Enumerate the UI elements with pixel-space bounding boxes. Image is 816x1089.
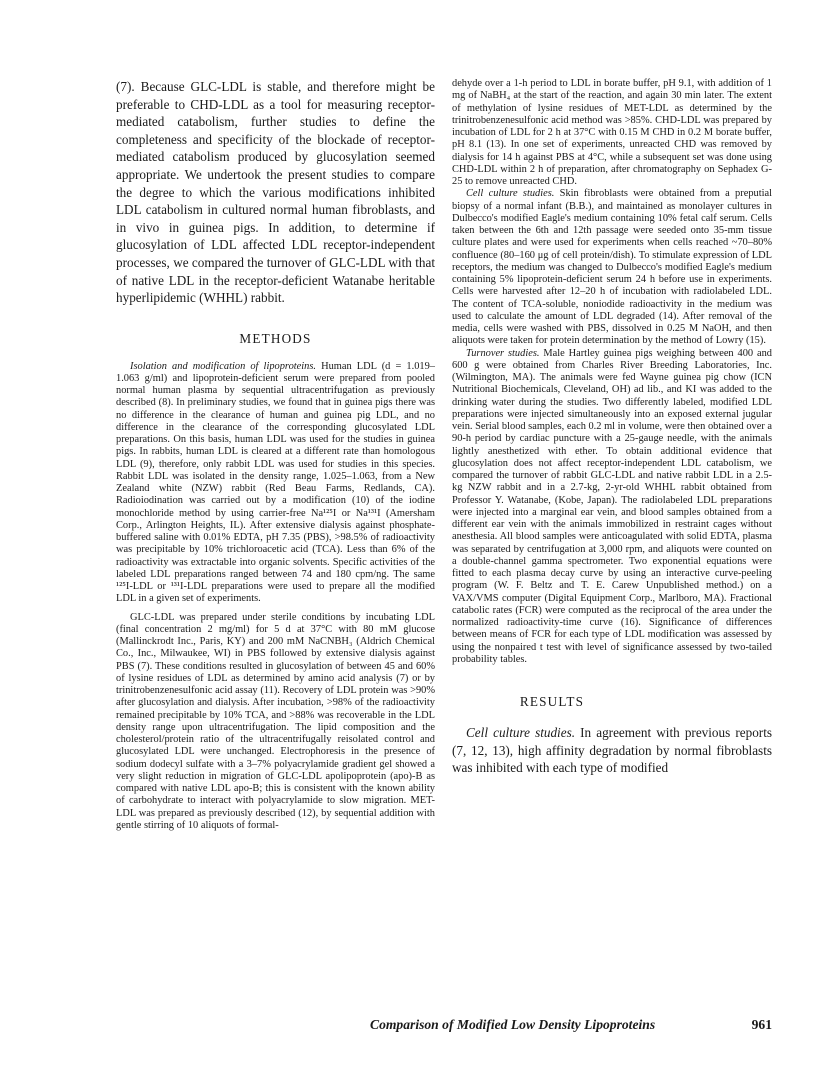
methods-heading: METHODS bbox=[239, 330, 312, 346]
cell-culture-paragraph bbox=[452, 188, 772, 347]
continued-paragraph: dehyde over a 1-h period to LDL in borate buffer, pH 9.1, with addition of 1 mg of NaBH₄ at the start of the reaction, and again 30 min later. The extent of methylation of lysine residues of MET-LDL as determined by the trinitrobenzenesulfonic acid method was >85%. CHD-LDL was prepared by incubation of LDL for 2 h at 37°C with 0.15 M CHD in 0.2 M borate buffer, pH 8.1 (13). In one set of experiments, unreacted CHD was removed by dialysis for 14 h against PBS at 4°C, while a subsequent set was done using CHD-LDL within 2 h of preparation, after chromatography on Sephadex G-25 to remove unreacted CHD. bbox=[452, 78, 772, 187]
turnover-body: Male Hartley guinea pigs weighing between 400 and 600 g were obtained from Charles River Breeding Laboratories, Inc. (Wilmington, MA). The animals were fed Wayne guinea pig chow (ICN Nutritional Biochemicals, Cleveland, OH) ad lib., and KI was added to the drinking water during the studies. Two differently labeled, modified LDL preparations were injected simultaneously into an exposed external jugular vein. Serial blood samples, each 0.2 ml in volume, were then obtained over a 90-h period by cardiac puncture with a 25-gauge needle, with the animals lightly anesthetized with ether. To obtain additional evidence that glucosylation does not affect receptor-independent LDL catabolism, we compared the turnover of rabbit GLC-LDL and native rabbit LDL in a 2.5-kg NZW rabbit and in a 2.7-kg, 2-yr-old WHHL rabbit obtained from Professor Y. Watanabe, (Kobe, Japan). The radiolabeled LDL preparations were injected into a marginal ear vein, and blood samples obtained from a different ear vein with the animals immobilized in restraint cages without anesthesia. All blood samples were anticoagulated with solid EDTA, plasma was separated by centrifugation at 3,000 rpm, and aliquots were counted on a double-channel gamma spectrometer. Two exponential equations were fitted to each plasma decay curve by using an interactive curve-peeling program (W. F. Beltz and T. E. Carew Unpublished method.) on a VAX/VMS computer (Digital Equipment Corp., Marlboro, MA). Fractional catabolic rates (FCR) were computed as the reciprocal of the area under the normalized radioactivity-time curve (16). Significance of differences between means of FCR for each type of LDL modification was assessed by using the nonpaired t test with level of significance assessed by two-tailed probability tables. bbox=[452, 347, 772, 665]
right-column bbox=[452, 78, 772, 777]
results-run-in-title: Cell culture studies. bbox=[466, 725, 576, 740]
intro-paragraph: (7). Because GLC-LDL is stable, and therefore might be preferable to CHD-LDL as a tool for measuring receptor-mediated catabolism, further studies to define the completeness and specificity of the blockade of receptor-mediated catabolism produced by glucosylation seemed appropriate. We undertook the present studies to compare the degree to which the various modifications inhibited LDL catabolism in cultured normal human fibroblasts, and in vivo in guinea pigs. In addition, to determine if glucosylation of LDL affected LDL receptor-independent processes, we compared the turnover of GLC-LDL with that of native LDL in the receptor-deficient Watanabe heritable hyperlipidemic (WHHL) rabbit. bbox=[116, 79, 435, 306]
results-heading: RESULTS bbox=[519, 694, 585, 709]
results-paragraph bbox=[452, 724, 772, 777]
isolation-paragraph bbox=[116, 361, 435, 606]
turnover-paragraph bbox=[452, 348, 772, 667]
results-body: In agreement with previous reports (7, 12, 13), high affinity degradation by normal fibroblasts was inhibited with each type of modified bbox=[452, 725, 772, 776]
cell-culture-run-in-title: Cell culture studies. bbox=[466, 188, 555, 200]
left-column bbox=[116, 78, 435, 832]
glc-ldl-paragraph: GLC-LDL was prepared under sterile conditions by incubating LDL (final concentration 2 mg/ml) for 5 d at 37°C with 80 mM glucose (Mallinckrodt Inc., Paris, KY) and 200 mM NaCNBH₃ (Aldrich Chemical Co., Inc., Milwaukee, WI) in PBS followed by extensive dialysis against PBS (7). These conditions resulted in glucosylation of between 45 and 60% of lysine residues of LDL as determined by amino acid analysis (7) or by trinitrobenzenesulfonic acid assay (11). Recovery of LDL protein was >90% after glucosylation and dialysis. After incubation, >98% of the radioactivity remained precipitable by 10% TCA, and >88% was recoverable in the LDL density range upon ultracentrifugation. The lipid composition and the cholesterol/protein ratio of the ultracentrifugally reisolated control and glucosylated LDL were unchanged. Electrophoresis in the presence of sodium dodecyl sulfate with a 3–7% polyacrylamide gradient gel showed a very slight reduction in migration of GLC-LDL apolipoprotein (apo)-B as compared with native LDL apo-B; this is consistent with the known ability of carbohydrate to interact with polyacrylamide to slow migration. MET-LDL was prepared as previously described (12), by sequential addition with gentle stirring of 10 aliquots of formal- bbox=[116, 611, 435, 831]
cell-culture-body: Skin fibroblasts were obtained from a preputial biopsy of a normal infant (B.B.), and maintained as monolayer cultures in Dulbecco's modified Eagle's medium containing 10% fetal calf serum. Cells taken between the 6th and 12th passage were seeded onto 35-mm tissue culture plates and were used for experiments when cells reached ~70–80% confluence (80–160 μg of cell protein/dish). To stimulate expression of LDL receptors, the medium was changed to Dulbecco's modified Eagle's medium containing 5% lipoprotein-deficient serum 24 h before use in experiments. Cells were harvested after 12–20 h of incubation with radiolabeled LDL. The content of TCA-soluble, noniodide radioactivity in the medium was used to calculate the amount of LDL degraded (14). After removal of the media, cells were washed with PBS, dissolved in 0.25 M NaOH, and then aliquots were taken for protein determination by the method of Lowry (15). bbox=[452, 188, 772, 347]
isolation-body: Human LDL (d = 1.019–1.063 g/ml) and lipoprotein-deficient serum were prepared from pooled normal human plasma by sequential ultracentrifugation as previously described (8). In preliminary studies, we found that in guinea pigs there was no difference in the clearance of human and guinea pig LDL, and no difference in the clearance of the corresponding glucosylated LDL preparations. On this basis, human LDL was used for the studies in guinea pigs. In rabbits, human LDL is cleared at a different rate than homologous LDL (9), therefore, only rabbit LDL was used for studies in this species. Rabbit LDL was isolated in the density range, 1.025–1.063, from a New Zealand white (NZW) rabbit (Red Beau Farms, Redlands, CA). Radioiodination was carried out by a modification (10) of the iodine monochloride method by using carrier-free Na¹²⁵I or Na¹³¹I (Amersham Corp., Arlington Heights, IL). After extensive dialysis against phosphate-buffered saline with 0.01% EDTA, pH 7.35 (PBS), >98.5% of radioactivity was precipitable by 10% trichloroacetic acid (TCA). Less than 6% of the radioactivity was extractable into organic solvents. Specific activities of the labeled LDL preparations ranged between 74 and 180 cpm/ng. The same ¹²⁵I-LDL or ¹³¹I-LDL preparations were used to prepare all the modified LDL in a given set of experiments. bbox=[116, 360, 436, 605]
page-number: 961 bbox=[751, 1017, 772, 1032]
turnover-run-in-title: Turnover studies. bbox=[466, 347, 540, 359]
isolation-run-in-title: Isolation and modification of lipoproteins. bbox=[130, 360, 316, 372]
running-footer-title: Comparison of Modified Low Density Lipoproteins bbox=[370, 1017, 656, 1032]
